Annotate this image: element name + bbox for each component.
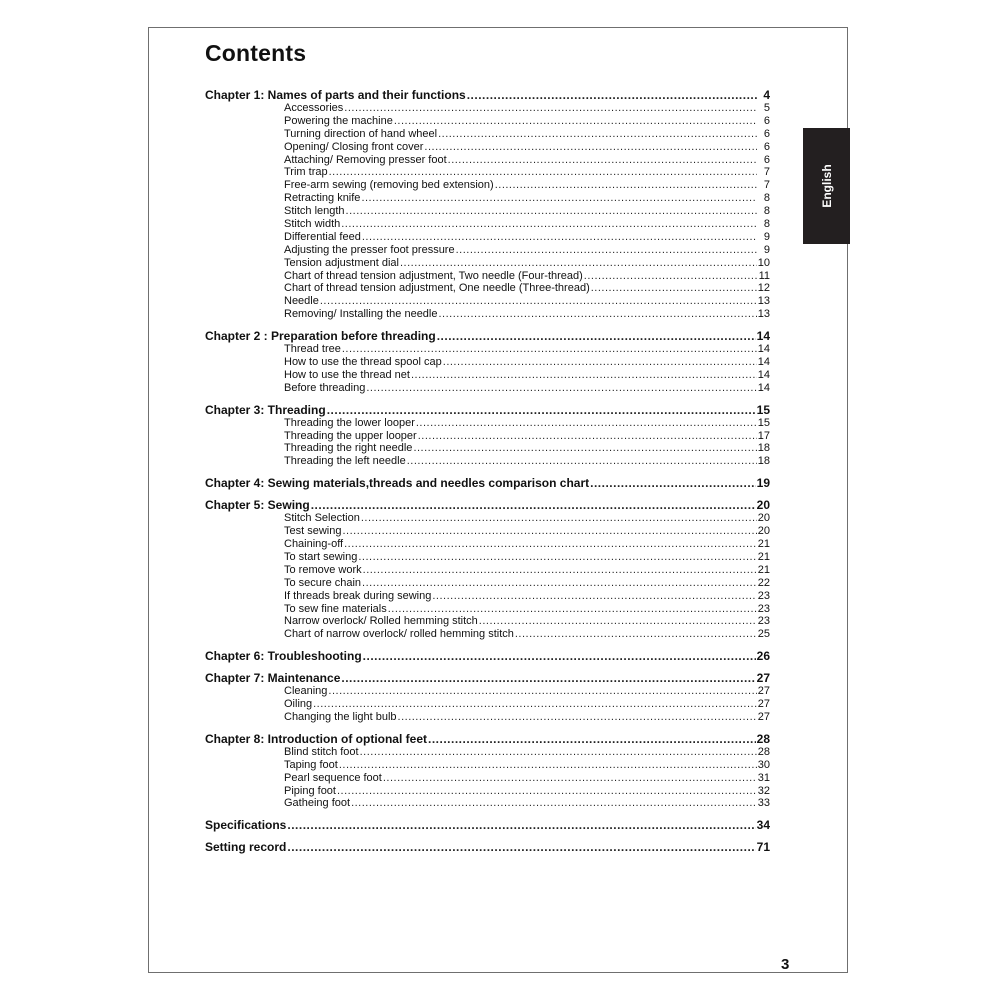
toc-chapter-title: Specifications (205, 818, 287, 833)
toc-section-entry[interactable] (205, 115, 770, 128)
toc-section-entry[interactable] (205, 746, 770, 759)
toc-leader-dots (413, 442, 756, 455)
toc-section-title: Free-arm sewing (removing bed extension) (284, 179, 494, 192)
toc-leader-dots (515, 628, 757, 641)
toc-section-entry[interactable] (205, 166, 770, 179)
toc-section-title: Chart of thread tension adjustment, Two needle (Four-thread) (284, 269, 583, 282)
toc-section-title: To start sewing (284, 550, 358, 563)
toc-chapter-title: Chapter 3: Threading (205, 402, 326, 417)
toc-chapter-title: Setting record (205, 840, 287, 855)
toc-section-entry[interactable] (205, 179, 770, 192)
toc-leader-dots (362, 577, 757, 590)
toc-section-page: 6 (763, 114, 770, 127)
toc-chapter-page: 20 (756, 498, 770, 513)
toc-section-title: Accessories (284, 102, 344, 114)
toc-leader-dots (411, 369, 757, 382)
toc-leader-dots (320, 295, 757, 308)
toc-section-page: 5 (763, 102, 770, 114)
toc-chapter-title: Chapter 5: Sewing (205, 498, 310, 513)
toc-section-entry[interactable] (205, 295, 770, 308)
toc-chapter-title: Chapter 2 : Preparation before threading (205, 329, 436, 344)
toc-section-page: 8 (763, 205, 770, 218)
toc-section-page: 23 (757, 589, 770, 602)
toc-leader-dots (342, 525, 756, 538)
toc-section-title: How to use the thread net (284, 368, 410, 381)
toc-section-page: 9 (763, 243, 770, 256)
toc-chapter-title: Chapter 6: Troubleshooting (205, 649, 362, 664)
toc-section-page: 9 (763, 230, 770, 243)
toc-leader-dots (400, 257, 757, 270)
toc-leader-dots (438, 308, 756, 321)
toc-section-entry[interactable] (205, 430, 770, 443)
toc-section-page: 12 (757, 282, 770, 295)
toc-section-entry[interactable] (205, 218, 770, 231)
toc-leader-dots (591, 282, 757, 295)
toc-section-title: Threading the lower looper (284, 416, 415, 429)
toc-section-page: 23 (757, 602, 770, 615)
toc-section-entry[interactable] (205, 455, 770, 468)
toc-chapter-entry[interactable] (205, 671, 770, 685)
toc-section-entry[interactable] (205, 205, 770, 218)
toc-section-page: 25 (757, 628, 770, 641)
toc-leader-dots (407, 455, 757, 468)
toc-leader-dots (366, 382, 756, 395)
toc-section-title: Attaching/ Removing presser foot (284, 153, 447, 166)
toc-section-page: 13 (757, 308, 770, 321)
toc-section-entry[interactable] (205, 356, 770, 369)
toc-section-page: 6 (763, 127, 770, 140)
toc-section-page: 21 (757, 538, 770, 551)
toc-section-entry[interactable] (205, 231, 770, 244)
toc-section-title: Trim trap (284, 166, 328, 179)
toc-section-entry[interactable] (205, 512, 770, 525)
toc-chapter-entry[interactable] (205, 88, 770, 102)
toc-section-page: 8 (763, 218, 770, 231)
toc-section-title: Threading the right needle (284, 442, 413, 455)
table-of-contents (205, 88, 770, 862)
page-number: 3 (781, 956, 790, 973)
toc-chapter-page: 26 (756, 649, 770, 664)
language-tab (803, 128, 850, 244)
toc-chapter-page: 14 (756, 329, 770, 344)
toc-chapter-page: 15 (756, 402, 770, 417)
toc-chapter-entry[interactable] (205, 476, 770, 490)
toc-section-entry[interactable] (205, 525, 770, 538)
toc-section-title: To sew fine materials (284, 602, 387, 615)
toc-section-entry[interactable] (205, 442, 770, 455)
toc-leader-dots (383, 772, 757, 785)
toc-section-entry[interactable] (205, 711, 770, 724)
toc-leader-dots (398, 711, 757, 724)
toc-section-page: 27 (757, 710, 770, 723)
toc-leader-dots (351, 797, 757, 810)
toc-section-page: 31 (757, 771, 770, 784)
toc-section-title: Retracting knife (284, 192, 361, 205)
toc-section-page: 6 (763, 153, 770, 166)
toc-chapter-title: Chapter 4: Sewing materials,threads and needles comparison chart (205, 476, 590, 491)
toc-chapter-block (205, 649, 770, 663)
toc-chapter-page: 71 (756, 840, 770, 855)
toc-section-title: Removing/ Installing the needle (284, 308, 438, 321)
toc-chapter-block (205, 818, 770, 832)
toc-section-title: Narrow overlock/ Rolled hemming stitch (284, 615, 478, 628)
toc-leader-dots (346, 205, 757, 218)
toc-chapter-page: 19 (756, 476, 770, 491)
toc-chapter-block (205, 840, 770, 854)
page-title: Contents (205, 40, 307, 66)
toc-section-page: 33 (757, 797, 770, 810)
toc-section-title: Blind stitch foot (284, 745, 359, 758)
toc-section-title: Chaining-off (284, 538, 344, 551)
toc-section-page: 23 (757, 615, 770, 628)
toc-section-title: Stitch length (284, 205, 345, 218)
toc-leader-dots (388, 603, 757, 616)
toc-leader-dots (328, 685, 756, 698)
toc-leader-dots (339, 759, 757, 772)
toc-chapter-block (205, 732, 770, 810)
toc-section-title: Piping foot (284, 784, 336, 797)
toc-leader-dots (428, 732, 756, 746)
toc-section-entry[interactable] (205, 564, 770, 577)
toc-leader-dots (344, 538, 757, 551)
toc-leader-dots (327, 403, 756, 417)
toc-section-page: 14 (757, 343, 770, 356)
toc-section-title: Gatheing foot (284, 797, 351, 810)
toc-leader-dots (438, 128, 757, 141)
toc-section-page: 13 (757, 295, 770, 308)
toc-section-title: Threading the upper looper (284, 429, 417, 442)
toc-chapter-entry[interactable] (205, 649, 770, 663)
toc-section-page: 17 (757, 429, 770, 442)
toc-leader-dots (363, 564, 757, 577)
toc-section-title: If threads break during sewing (284, 589, 432, 602)
toc-section-title: Adjusting the presser foot pressure (284, 243, 455, 256)
toc-leader-dots (361, 512, 757, 525)
toc-leader-dots (341, 218, 757, 231)
toc-section-page: 14 (757, 381, 770, 394)
toc-leader-dots (360, 746, 757, 759)
toc-section-title: Turning direction of hand wheel (284, 127, 438, 140)
toc-section-title: Chart of narrow overlock/ rolled hemming stitch (284, 628, 514, 641)
toc-section-title: Stitch Selection (284, 512, 360, 525)
toc-chapter-block (205, 403, 770, 469)
toc-section-title: Pearl sequence foot (284, 771, 382, 784)
toc-section-entry[interactable] (205, 417, 770, 430)
toc-leader-dots (311, 498, 756, 512)
toc-chapter-block (205, 671, 770, 724)
toc-section-page: 28 (757, 745, 770, 758)
toc-section-page: 11 (758, 269, 770, 282)
toc-chapter-block (205, 329, 770, 395)
toc-section-title: Threading the left needle (284, 455, 406, 468)
toc-section-title: Oiling (284, 698, 313, 711)
toc-section-entry[interactable] (205, 628, 770, 641)
toc-section-title: Before threading (284, 381, 366, 394)
toc-section-title: Test sewing (284, 525, 342, 538)
toc-section-page: 10 (757, 256, 770, 269)
toc-chapter-page: 27 (756, 671, 770, 686)
toc-section-title: Chart of thread tension adjustment, One needle (Three-thread) (284, 282, 590, 295)
toc-section-title: Powering the machine (284, 114, 393, 127)
toc-leader-dots (416, 417, 757, 430)
toc-section-page: 32 (757, 784, 770, 797)
toc-section-page: 22 (757, 576, 770, 589)
toc-leader-dots (329, 166, 757, 179)
toc-leader-dots (467, 88, 757, 102)
toc-section-entry[interactable] (205, 244, 770, 257)
toc-leader-dots (337, 785, 757, 798)
toc-leader-dots (358, 551, 756, 564)
toc-chapter-entry[interactable] (205, 403, 770, 417)
toc-leader-dots (287, 818, 755, 832)
toc-section-entry[interactable] (205, 603, 770, 616)
toc-section-page: 21 (757, 550, 770, 563)
toc-section-entry[interactable] (205, 282, 770, 295)
toc-section-title: Needle (284, 295, 319, 308)
toc-leader-dots (287, 840, 755, 854)
toc-section-page: 27 (757, 685, 770, 698)
toc-section-title: Stitch width (284, 218, 341, 231)
toc-leader-dots (341, 671, 755, 685)
toc-section-entry[interactable] (205, 154, 770, 167)
toc-section-page: 14 (757, 368, 770, 381)
toc-section-title: Changing the light bulb (284, 710, 397, 723)
toc-leader-dots (584, 270, 757, 283)
toc-section-page: 7 (763, 179, 770, 192)
toc-section-entry[interactable] (205, 590, 770, 603)
toc-chapter-page: 34 (756, 818, 770, 833)
toc-section-entry[interactable] (205, 551, 770, 564)
toc-section-entry[interactable] (205, 797, 770, 810)
toc-section-title: Taping foot (284, 758, 338, 771)
toc-section-title: Opening/ Closing front cover (284, 140, 424, 153)
toc-chapter-block (205, 88, 770, 321)
toc-section-entry[interactable] (205, 698, 770, 711)
toc-leader-dots (342, 343, 757, 356)
toc-section-entry[interactable] (205, 128, 770, 141)
toc-section-entry[interactable] (205, 685, 770, 698)
toc-section-entry[interactable] (205, 270, 770, 283)
toc-leader-dots (313, 698, 757, 711)
toc-chapter-block (205, 498, 770, 641)
toc-section-entry[interactable] (205, 785, 770, 798)
toc-leader-dots (394, 115, 757, 128)
toc-section-page: 7 (763, 166, 770, 179)
toc-leader-dots (418, 430, 757, 443)
toc-section-page: 30 (757, 758, 770, 771)
toc-chapter-entry[interactable] (205, 818, 770, 832)
toc-section-entry[interactable] (205, 369, 770, 382)
toc-section-page: 14 (757, 356, 770, 369)
toc-section-title: Cleaning (284, 685, 328, 698)
toc-section-page: 20 (757, 512, 770, 525)
toc-section-title: To remove work (284, 563, 362, 576)
toc-leader-dots (590, 476, 756, 490)
toc-section-entry[interactable] (205, 102, 770, 115)
toc-chapter-title: Chapter 1: Names of parts and their functions (205, 88, 466, 102)
toc-section-page: 21 (757, 563, 770, 576)
toc-section-page: 20 (757, 525, 770, 538)
toc-section-entry[interactable] (205, 615, 770, 628)
toc-section-entry[interactable] (205, 759, 770, 772)
toc-leader-dots (432, 590, 756, 603)
toc-section-title: Differential feed (284, 230, 361, 243)
toc-section-entry[interactable] (205, 192, 770, 205)
toc-leader-dots (495, 179, 757, 192)
toc-chapter-entry[interactable] (205, 732, 770, 746)
toc-section-title: Thread tree (284, 343, 341, 356)
toc-section-title: Tension adjustment dial (284, 256, 399, 269)
toc-section-entry[interactable] (205, 577, 770, 590)
toc-chapter-page: 4 (763, 88, 770, 102)
toc-leader-dots (479, 615, 757, 628)
toc-section-page: 18 (757, 455, 770, 468)
toc-leader-dots (361, 192, 757, 205)
toc-section-entry[interactable] (205, 772, 770, 785)
toc-section-entry[interactable] (205, 308, 770, 321)
toc-leader-dots (443, 356, 757, 369)
toc-section-page: 8 (763, 192, 770, 205)
toc-section-page: 6 (763, 140, 770, 153)
toc-leader-dots (344, 102, 757, 115)
toc-section-page: 15 (757, 416, 770, 429)
toc-chapter-title: Chapter 7: Maintenance (205, 671, 341, 686)
toc-section-entry[interactable] (205, 141, 770, 154)
toc-chapter-block (205, 476, 770, 490)
toc-section-title: How to use the thread spool cap (284, 356, 442, 369)
toc-leader-dots (456, 244, 757, 257)
toc-section-entry[interactable] (205, 538, 770, 551)
toc-section-title: To secure chain (284, 576, 362, 589)
toc-chapter-entry[interactable] (205, 498, 770, 512)
toc-leader-dots (424, 141, 757, 154)
toc-chapter-page: 28 (756, 731, 770, 746)
toc-section-page: 18 (757, 442, 770, 455)
toc-section-entry[interactable] (205, 257, 770, 270)
toc-chapter-title: Chapter 8: Introduction of optional feet (205, 731, 427, 746)
toc-section-entry[interactable] (205, 343, 770, 356)
toc-chapter-entry[interactable] (205, 840, 770, 854)
toc-section-page: 27 (757, 698, 770, 711)
toc-chapter-entry[interactable] (205, 329, 770, 343)
toc-leader-dots (362, 231, 757, 244)
language-tab-label: English (819, 164, 834, 208)
toc-leader-dots (448, 154, 757, 167)
toc-section-entry[interactable] (205, 382, 770, 395)
toc-leader-dots (363, 649, 756, 663)
toc-leader-dots (437, 329, 756, 343)
